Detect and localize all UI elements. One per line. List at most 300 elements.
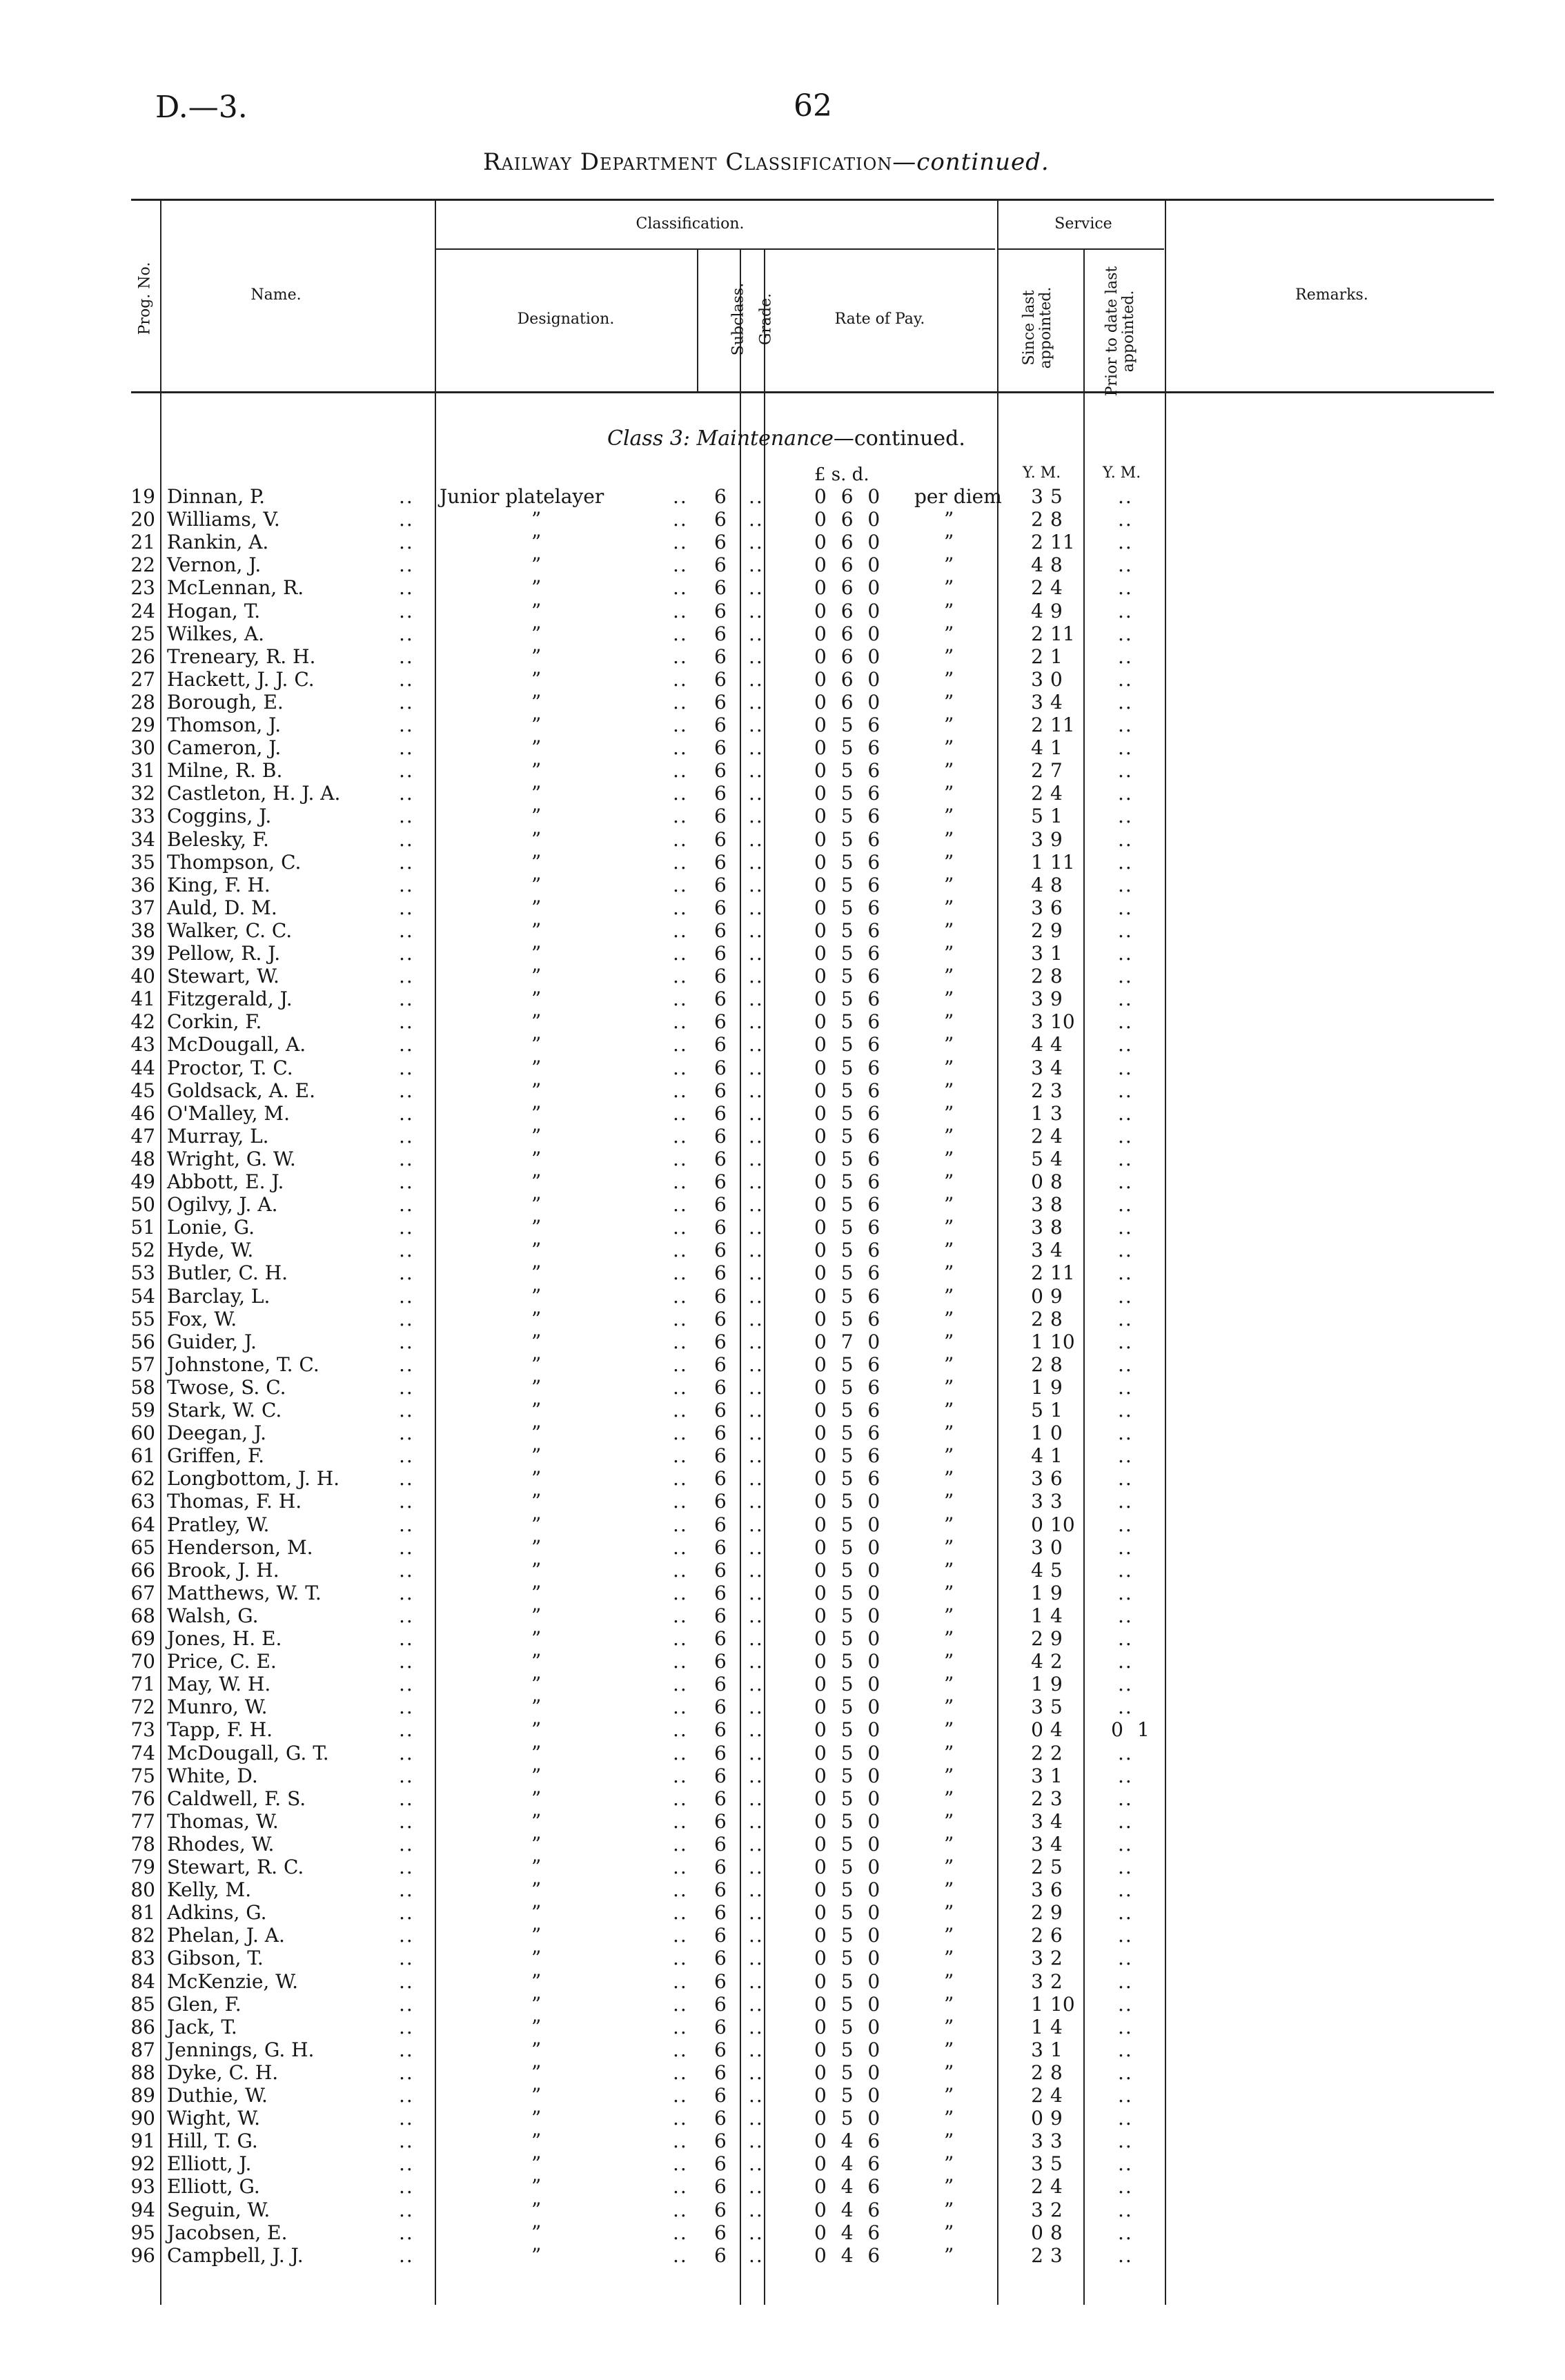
row-subclass: 6: [714, 1422, 727, 1445]
row-rate-of-pay: 0 6 0: [814, 645, 880, 668]
row-since-years: 1: [1031, 1422, 1043, 1445]
row-leader-dots: ..: [399, 873, 414, 896]
row-since-years: 2: [1031, 1856, 1043, 1878]
row-since-years: 2: [1031, 965, 1043, 988]
table-row: [0, 1376, 1565, 1399]
row-prior-months: 1: [1137, 1718, 1150, 1742]
row-since-years: 4: [1031, 1033, 1043, 1056]
row-subclass: 6: [714, 690, 727, 714]
row-leader-dots: ..: [673, 1399, 688, 1422]
row-prior-empty-dots: ..: [1118, 782, 1133, 805]
row-name: Phelan, J. A.: [167, 1924, 285, 1947]
table-row: [0, 1308, 1565, 1330]
row-prior-empty-dots: ..: [1118, 1101, 1133, 1125]
row-leader-dots: ..: [673, 965, 688, 988]
row-since-years: 1: [1031, 1604, 1043, 1627]
row-prior-empty-dots: ..: [1118, 1444, 1133, 1468]
row-leader-dots: ..: [399, 2015, 414, 2038]
row-name: Johnstone, T. C.: [167, 1353, 319, 1376]
row-since-months: 8: [1050, 1170, 1063, 1193]
row-prior-empty-dots: ..: [1118, 2130, 1133, 2153]
row-since-months: 9: [1050, 1627, 1063, 1650]
row-subclass: 6: [714, 1147, 727, 1170]
row-prior-empty-dots: ..: [1118, 827, 1133, 851]
row-prog-no: 92: [130, 2152, 155, 2176]
row-prior-empty-dots: ..: [1118, 690, 1133, 714]
row-prog-no: 38: [130, 918, 155, 942]
row-leader-dots: ..: [399, 1170, 414, 1193]
row-name: Milne, R. B.: [167, 759, 283, 783]
row-since-years: 3: [1031, 1809, 1043, 1833]
row-designation-ditto: ”: [531, 1832, 542, 1856]
row-since-years: 4: [1031, 553, 1043, 577]
row-leader-dots: ..: [399, 850, 414, 874]
row-per-diem-ditto: ”: [944, 622, 954, 645]
row-designation-ditto: ”: [531, 1261, 542, 1285]
row-leader-dots: ..: [399, 2038, 414, 2061]
row-name: Proctor, T. C.: [167, 1056, 293, 1079]
table-row: [0, 1650, 1565, 1673]
row-since-months: 4: [1050, 1832, 1063, 1856]
row-prog-no: 24: [130, 599, 155, 622]
row-prior-empty-dots: ..: [1118, 1079, 1133, 1102]
row-name: Thomson, J.: [167, 714, 282, 736]
row-name: Walsh, G.: [167, 1604, 259, 1627]
row-since-months: 8: [1050, 1307, 1063, 1330]
row-leader-dots: ..: [399, 1239, 414, 1262]
row-since-months: 4: [1050, 2015, 1063, 2038]
row-leader-dots: ..: [399, 827, 414, 851]
row-rate-of-pay: 0 5 6: [814, 1170, 880, 1193]
row-leader-dots: ..: [399, 1307, 414, 1330]
row-name: McLennan, R.: [167, 576, 304, 600]
row-prog-no: 86: [130, 2015, 155, 2038]
row-since-months: 3: [1050, 1079, 1063, 1102]
row-prog-no: 91: [130, 2130, 155, 2153]
row-leader-dots: ..: [673, 1878, 688, 1902]
row-prog-no: 37: [130, 896, 155, 919]
row-leader-dots: ..: [673, 690, 688, 714]
row-per-diem-ditto: ”: [944, 1124, 954, 1148]
row-subclass: 6: [714, 1261, 727, 1285]
title-main: Railway Department Classification—: [483, 148, 917, 176]
row-leader-dots: ..: [673, 2107, 688, 2130]
row-subclass: 6: [714, 1467, 727, 1491]
table-row: [0, 622, 1565, 645]
units-pay: £ s. d.: [814, 464, 869, 485]
row-since-months: 0: [1050, 1535, 1063, 1559]
row-name: Castleton, H. J. A.: [167, 782, 341, 805]
row-subclass: 6: [714, 2243, 727, 2267]
row-rate-of-pay: 0 5 0: [814, 1490, 880, 1513]
row-designation-ditto: ”: [531, 2015, 542, 2038]
table-row: [0, 1856, 1565, 1878]
table-row: [0, 1970, 1565, 1993]
row-rate-of-pay: 0 5 6: [814, 1375, 880, 1399]
row-name: Caldwell, F. S.: [167, 1787, 306, 1810]
row-name: Munro, W.: [167, 1695, 268, 1719]
row-leader-dots: ..: [673, 1718, 688, 1742]
row-since-months: 4: [1050, 1809, 1063, 1833]
row-since-years: 0: [1031, 2107, 1043, 2130]
row-leader-dots: ..: [749, 1718, 764, 1742]
row-prior-empty-dots: ..: [1118, 1033, 1133, 1056]
row-prior-empty-dots: ..: [1118, 485, 1133, 508]
row-per-diem-ditto: ”: [944, 1444, 954, 1468]
row-prog-no: 68: [130, 1604, 155, 1627]
row-leader-dots: ..: [749, 2107, 764, 2130]
row-designation-ditto: ”: [531, 2175, 542, 2199]
row-prog-no: 88: [130, 2061, 155, 2084]
row-leader-dots: ..: [399, 1422, 414, 1445]
row-prior-empty-dots: ..: [1118, 1856, 1133, 1878]
row-leader-dots: ..: [399, 918, 414, 942]
row-rate-of-pay: 0 5 0: [814, 1856, 880, 1878]
header-prior-to-date: Prior to date last appointed.: [1103, 266, 1137, 397]
row-prior-empty-dots: ..: [1118, 1535, 1133, 1559]
row-subclass: 6: [714, 1330, 727, 1353]
row-since-months: 9: [1050, 1673, 1063, 1696]
row-since-years: 3: [1031, 2152, 1043, 2176]
row-leader-dots: ..: [673, 1673, 688, 1696]
row-leader-dots: ..: [749, 827, 764, 851]
row-designation-ditto: ”: [531, 1330, 542, 1353]
row-name: Duthie, W.: [167, 2084, 268, 2107]
row-rate-of-pay: 0 5 6: [814, 896, 880, 919]
row-since-years: 5: [1031, 1147, 1043, 1170]
row-designation-ditto: ”: [531, 1216, 542, 1239]
row-prog-no: 19: [130, 485, 155, 508]
row-prior-empty-dots: ..: [1118, 1969, 1133, 1993]
row-leader-dots: ..: [399, 1924, 414, 1947]
row-leader-dots: ..: [399, 1284, 414, 1308]
row-leader-dots: ..: [749, 2198, 764, 2221]
table-row: [0, 1582, 1565, 1604]
row-since-years: 3: [1031, 987, 1043, 1011]
row-per-diem-ditto: ”: [944, 1604, 954, 1627]
row-prog-no: 61: [130, 1444, 155, 1468]
row-rate-of-pay: 0 5 6: [814, 1056, 880, 1079]
row-name: Hill, T. G.: [167, 2130, 258, 2153]
row-prior-empty-dots: ..: [1118, 2198, 1133, 2221]
row-designation-ditto: ”: [531, 690, 542, 714]
row-since-years: 3: [1031, 942, 1043, 965]
row-rate-of-pay: 0 5 0: [814, 2015, 880, 2038]
row-leader-dots: ..: [749, 622, 764, 645]
row-since-years: 2: [1031, 918, 1043, 942]
row-subclass: 6: [714, 1787, 727, 1810]
row-designation-ditto: ”: [531, 1604, 542, 1627]
row-leader-dots: ..: [749, 1330, 764, 1353]
row-subclass: 6: [714, 1673, 727, 1696]
row-subclass: 6: [714, 2015, 727, 2038]
row-since-years: 5: [1031, 805, 1043, 828]
row-leader-dots: ..: [673, 850, 688, 874]
row-name: Matthews, W. T.: [167, 1581, 322, 1604]
row-designation-ditto: ”: [531, 1193, 542, 1217]
row-leader-dots: ..: [399, 1010, 414, 1034]
row-leader-dots: ..: [749, 1741, 764, 1764]
row-per-diem-ditto: ”: [944, 1856, 954, 1878]
row-per-diem-ditto: ”: [944, 667, 954, 691]
row-designation-ditto: ”: [531, 1535, 542, 1559]
row-designation-ditto: ”: [531, 2152, 542, 2176]
row-per-diem-ditto: ”: [944, 1969, 954, 1993]
row-since-years: 0: [1031, 1284, 1043, 1308]
row-designation-ditto: ”: [531, 1284, 542, 1308]
row-rate-of-pay: 0 7 0: [814, 1330, 880, 1353]
row-leader-dots: ..: [673, 2243, 688, 2267]
table-row: [0, 1742, 1565, 1764]
row-since-months: 10: [1050, 1992, 1075, 2016]
row-leader-dots: ..: [399, 599, 414, 622]
row-name: Fitzgerald, J.: [167, 987, 293, 1011]
row-prior-empty-dots: ..: [1118, 1284, 1133, 1308]
table-row: [0, 1010, 1565, 1033]
row-designation-ditto: ”: [531, 1422, 542, 1445]
row-leader-dots: ..: [399, 1444, 414, 1468]
row-leader-dots: ..: [673, 1307, 688, 1330]
row-subclass: 6: [714, 827, 727, 851]
row-leader-dots: ..: [399, 2152, 414, 2176]
row-prior-empty-dots: ..: [1118, 1124, 1133, 1148]
row-leader-dots: ..: [749, 1878, 764, 1902]
row-designation-ditto: ”: [531, 736, 542, 760]
row-leader-dots: ..: [673, 714, 688, 736]
row-leader-dots: ..: [749, 2061, 764, 2084]
row-prior-empty-dots: ..: [1118, 736, 1133, 760]
row-prog-no: 81: [130, 1901, 155, 1925]
row-since-months: 4: [1050, 1239, 1063, 1262]
row-subclass: 6: [714, 759, 727, 783]
row-rate-of-pay: 0 5 0: [814, 1832, 880, 1856]
row-since-years: 1: [1031, 1581, 1043, 1604]
row-designation-ditto: ”: [531, 942, 542, 965]
row-designation-ditto: ”: [531, 1969, 542, 1993]
row-leader-dots: ..: [749, 576, 764, 600]
row-since-years: 2: [1031, 2084, 1043, 2107]
row-leader-dots: ..: [399, 805, 414, 828]
row-rate-of-pay: 0 5 6: [814, 965, 880, 988]
row-designation-ditto: ”: [531, 1239, 542, 1262]
row-prog-no: 23: [130, 576, 155, 600]
row-leader-dots: ..: [749, 782, 764, 805]
row-subclass: 6: [714, 485, 727, 508]
row-leader-dots: ..: [399, 1809, 414, 1833]
row-prior-empty-dots: ..: [1118, 645, 1133, 668]
row-prior-empty-dots: ..: [1118, 2243, 1133, 2267]
row-leader-dots: ..: [673, 1079, 688, 1102]
row-designation-ditto: ”: [531, 1444, 542, 1468]
row-since-months: 1: [1050, 1399, 1063, 1422]
row-leader-dots: ..: [749, 1764, 764, 1787]
row-rate-of-pay: 0 5 6: [814, 1216, 880, 1239]
table-row: [0, 2199, 1565, 2221]
row-name: Treneary, R. H.: [167, 645, 316, 668]
row-since-months: 8: [1050, 2221, 1063, 2244]
row-leader-dots: ..: [749, 1170, 764, 1193]
row-subclass: 6: [714, 1718, 727, 1742]
row-designation-ditto: ”: [531, 1079, 542, 1102]
row-since-years: 3: [1031, 2038, 1043, 2061]
row-leader-dots: ..: [399, 1490, 414, 1513]
row-rate-of-pay: 0 5 6: [814, 1261, 880, 1285]
row-subclass: 6: [714, 531, 727, 554]
row-since-months: 3: [1050, 2130, 1063, 2153]
row-designation-ditto: ”: [531, 1558, 542, 1582]
row-per-diem-ditto: ”: [944, 1261, 954, 1285]
row-rate-of-pay: 0 6 0: [814, 576, 880, 600]
row-prior-empty-dots: ..: [1118, 1901, 1133, 1925]
row-since-years: 0: [1031, 1718, 1043, 1742]
col-divider-designation: [697, 248, 698, 392]
row-per-diem-ditto: ”: [944, 965, 954, 988]
row-leader-dots: ..: [673, 1513, 688, 1536]
row-since-months: 5: [1050, 485, 1063, 508]
row-designation-ditto: ”: [531, 1513, 542, 1536]
row-leader-dots: ..: [399, 1399, 414, 1422]
row-leader-dots: ..: [749, 2221, 764, 2244]
row-leader-dots: ..: [673, 1444, 688, 1468]
row-leader-dots: ..: [399, 1581, 414, 1604]
row-per-diem-ditto: ”: [944, 1193, 954, 1217]
row-since-months: 1: [1050, 805, 1063, 828]
row-since-years: 1: [1031, 850, 1043, 874]
row-prog-no: 69: [130, 1627, 155, 1650]
header-bottom-rule: [131, 391, 1494, 393]
row-name: Pellow, R. J.: [167, 942, 281, 965]
row-leader-dots: ..: [673, 2198, 688, 2221]
table-row: [0, 2038, 1565, 2061]
row-prog-no: 82: [130, 1924, 155, 1947]
row-rate-of-pay: 0 5 6: [814, 1193, 880, 1217]
row-subclass: 6: [714, 2221, 727, 2244]
row-leader-dots: ..: [399, 759, 414, 783]
row-subclass: 6: [714, 1764, 727, 1787]
row-leader-dots: ..: [749, 1856, 764, 1878]
row-prog-no: 70: [130, 1650, 155, 1673]
row-prog-no: 96: [130, 2243, 155, 2267]
row-since-years: 2: [1031, 714, 1043, 736]
table-row: [0, 896, 1565, 919]
row-leader-dots: ..: [673, 805, 688, 828]
row-per-diem-ditto: ”: [944, 2175, 954, 2199]
row-per-diem-ditto: ”: [944, 508, 954, 531]
row-per-diem-ditto: ”: [944, 1947, 954, 1970]
row-designation-ditto: ”: [531, 827, 542, 851]
row-name: Hogan, T.: [167, 599, 261, 622]
row-since-months: 4: [1050, 1147, 1063, 1170]
row-rate-of-pay: 0 5 0: [814, 2084, 880, 2107]
row-prior-empty-dots: ..: [1118, 2107, 1133, 2130]
row-since-months: 11: [1050, 1261, 1075, 1285]
row-leader-dots: ..: [749, 1787, 764, 1810]
row-name: McDougall, G. T.: [167, 1741, 329, 1764]
row-leader-dots: ..: [673, 531, 688, 554]
table-row: [0, 1513, 1565, 1536]
row-name: Stewart, R. C.: [167, 1856, 304, 1878]
row-per-diem-ditto: ”: [944, 918, 954, 942]
row-name: Stark, W. C.: [167, 1399, 282, 1422]
table-row: [0, 1604, 1565, 1627]
row-leader-dots: ..: [399, 1718, 414, 1742]
title-continued: continued.: [916, 148, 1050, 176]
row-name: Longbottom, J. H.: [167, 1467, 340, 1491]
row-leader-dots: ..: [399, 1741, 414, 1764]
row-prior-empty-dots: ..: [1118, 1399, 1133, 1422]
row-designation-ditto: ”: [531, 645, 542, 668]
row-leader-dots: ..: [749, 1261, 764, 1285]
row-designation-ditto: ”: [531, 850, 542, 874]
row-leader-dots: ..: [749, 1490, 764, 1513]
row-since-months: 4: [1050, 690, 1063, 714]
row-subclass: 6: [714, 2198, 727, 2221]
table-row: [0, 1490, 1565, 1513]
table-row: [0, 508, 1565, 531]
row-since-years: 2: [1031, 1353, 1043, 1376]
row-designation-ditto: ”: [531, 1992, 542, 2016]
row-since-months: 1: [1050, 1764, 1063, 1787]
row-designation-ditto: ”: [531, 965, 542, 988]
header-subclass: Subclass.: [729, 282, 747, 356]
row-name: Campbell, J. J.: [167, 2243, 304, 2267]
row-name: Griffen, F.: [167, 1444, 264, 1468]
row-subclass: 6: [714, 1170, 727, 1193]
row-per-diem-ditto: ”: [944, 599, 954, 622]
row-prior-empty-dots: ..: [1118, 1467, 1133, 1491]
row-rate-of-pay: 0 5 0: [814, 1627, 880, 1650]
row-designation-ditto: ”: [531, 2198, 542, 2221]
row-leader-dots: ..: [749, 1832, 764, 1856]
row-name: Vernon, J.: [167, 553, 262, 577]
row-subclass: 6: [714, 1444, 727, 1468]
row-since-months: 9: [1050, 918, 1063, 942]
row-leader-dots: ..: [749, 1969, 764, 1993]
row-leader-dots: ..: [749, 1079, 764, 1102]
row-prog-no: 75: [130, 1764, 155, 1787]
row-subclass: 6: [714, 1239, 727, 1262]
row-subclass: 6: [714, 782, 727, 805]
row-per-diem-ditto: ”: [944, 1375, 954, 1399]
row-per-diem-ditto: ”: [944, 1330, 954, 1353]
row-since-months: 9: [1050, 1581, 1063, 1604]
row-leader-dots: ..: [749, 1010, 764, 1034]
row-prior-empty-dots: ..: [1118, 1673, 1133, 1696]
table-row: [0, 1033, 1565, 1056]
row-designation-ditto: ”: [531, 782, 542, 805]
row-designation-ditto: ”: [531, 1673, 542, 1696]
row-prog-no: 71: [130, 1673, 155, 1696]
row-leader-dots: ..: [749, 1650, 764, 1673]
row-rate-of-pay: 0 4 6: [814, 2130, 880, 2153]
row-designation-ditto: ”: [531, 759, 542, 783]
row-leader-dots: ..: [399, 1033, 414, 1056]
row-rate-of-pay: 0 5 0: [814, 2061, 880, 2084]
row-since-years: 2: [1031, 1924, 1043, 1947]
row-prior-empty-dots: ..: [1118, 1490, 1133, 1513]
row-subclass: 6: [714, 1307, 727, 1330]
row-designation-ditto: ”: [531, 622, 542, 645]
row-per-diem-ditto: ”: [944, 1787, 954, 1810]
row-leader-dots: ..: [399, 1261, 414, 1285]
row-per-diem-ditto: ”: [944, 1307, 954, 1330]
row-designation-ditto: ”: [531, 873, 542, 896]
row-prog-no: 49: [130, 1170, 155, 1193]
row-leader-dots: ..: [399, 714, 414, 736]
row-prog-no: 29: [130, 714, 155, 736]
row-since-years: 2: [1031, 622, 1043, 645]
row-leader-dots: ..: [673, 1056, 688, 1079]
